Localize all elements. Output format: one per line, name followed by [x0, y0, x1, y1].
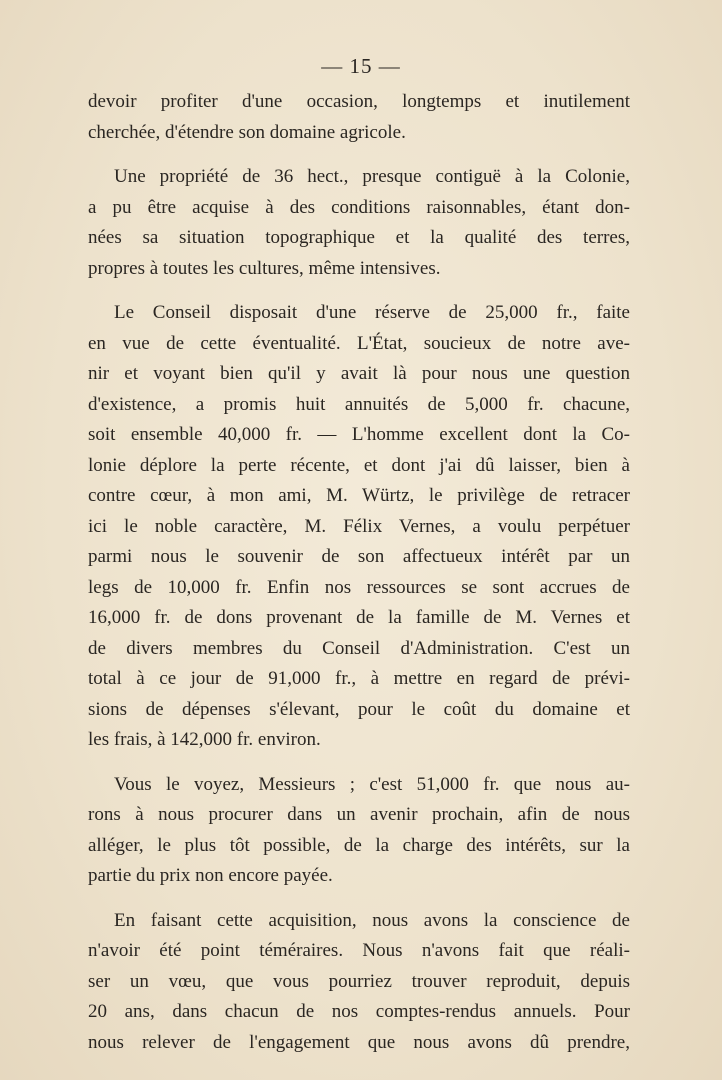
text-line: les frais, à 142,000 fr. environ. [88, 729, 321, 750]
text-line: sions de dépenses s'élevant, pour le coût du domaine et [88, 698, 630, 720]
text-line: En faisant cette acquisition, nous avons la conscience de [114, 909, 630, 931]
text-line: total à ce jour de 91,000 fr., à mettre en regard de prévi- [88, 668, 630, 689]
text-line: alléger, le plus tôt possible, de la charge des intérêts, sur la [88, 834, 630, 856]
text-line: nées sa situation topographique et la qualité des terres, [88, 227, 630, 248]
text-line: Une propriété de 36 hect., presque contiguë à la Colonie, [114, 166, 630, 187]
text-line: propres à toutes les cultures, même intensives. [88, 257, 441, 279]
paragraph-4 [88, 770, 630, 892]
page-number: — 15 — [321, 54, 401, 78]
text-line: ici le noble caractère, M. Félix Vernes, a voulu perpétuer [88, 515, 630, 537]
text-line: rons à nous procurer dans un avenir prochain, afin de nous [88, 804, 630, 825]
text-line: lonie déplore la perte récente, et dont j'ai dû laisser, bien à [88, 454, 630, 476]
paragraph-2 [88, 162, 630, 284]
text-line: n'avoir été point téméraires. Nous n'avons fait que réali- [88, 940, 630, 961]
text-line: soit ensemble 40,000 fr. — L'homme excellent dont la Co- [88, 424, 630, 445]
text-line: de divers membres du Conseil d'Administration. C'est un [88, 637, 630, 659]
paragraph-3 [88, 298, 630, 756]
text-line: ser un vœu, que vous pourriez trouver reproduit, depuis [88, 970, 630, 992]
text-line: contre cœur, à mon ami, M. Würtz, le privilège de retracer [88, 485, 630, 506]
text-line: nous relever de l'engagement que nous avons dû prendre, [88, 1031, 630, 1053]
text-line: cherchée, d'étendre son domaine agricole. [88, 121, 406, 143]
text-line: Vous le voyez, Messieurs ; c'est 51,000 fr. que nous au- [114, 773, 630, 795]
text-line: d'existence, a promis huit annuités de 5,000 fr. chacune, [88, 393, 630, 415]
text-line: legs de 10,000 fr. Enfin nos ressources se sont accrues de [88, 576, 630, 598]
text-line: Le Conseil disposait d'une réserve de 25,000 fr., faite [114, 302, 630, 323]
paragraph-5 [88, 906, 630, 1059]
text-line: parmi nous le souvenir de son affectueux intérêt par un [88, 546, 630, 567]
text-line: en vue de cette éventualité. L'État, soucieux de notre ave- [88, 332, 630, 354]
paragraph-1 [88, 87, 630, 148]
text-line: a pu être acquise à des conditions raisonnables, étant don- [88, 196, 630, 218]
text-line: devoir profiter d'une occasion, longtemps et inutilement [88, 91, 630, 112]
text-line: 20 ans, dans chacun de nos comptes-rendus annuels. Pour [88, 1001, 630, 1022]
text-line: nir et voyant bien qu'il y avait là pour nous une question [88, 363, 630, 384]
text-line: 16,000 fr. de dons provenant de la famille de M. Vernes et [88, 607, 630, 628]
body-text [88, 87, 630, 1072]
text-line: partie du prix non encore payée. [88, 865, 333, 886]
